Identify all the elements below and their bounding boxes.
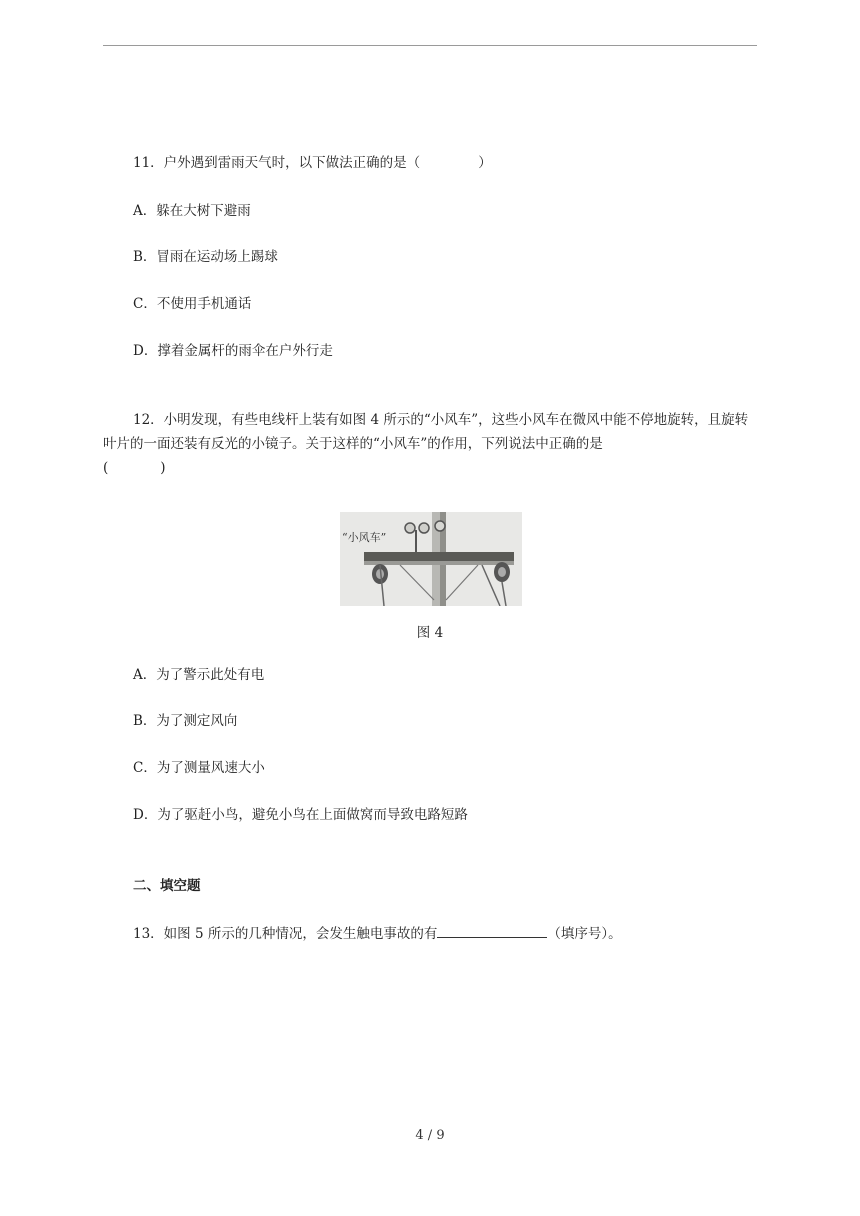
figure-4-image: [340, 512, 522, 606]
question-11-option-b: B．冒雨在运动场上踢球: [133, 249, 278, 265]
question-12-option-b: B．为了测定风向: [133, 713, 238, 729]
question-12-paren-open: (: [103, 460, 109, 476]
question-13-suffix: （填序号）。: [547, 926, 622, 942]
section-fill-in-title: 二、填空题: [133, 878, 201, 894]
question-11-paren-close: ）: [478, 155, 492, 171]
question-12-option-d: D．为了驱赶小鸟，避免小鸟在上面做窝而导致电路短路: [133, 807, 468, 823]
windmill-pole-illustration: [340, 512, 522, 606]
question-11-option-a: A．躲在大树下避雨: [133, 203, 251, 219]
question-11-option-d: D．撑着金属杆的雨伞在户外行走: [133, 343, 333, 359]
answer-blank: [437, 925, 547, 938]
question-12-stem: [103, 408, 758, 480]
question-11-option-c: C．不使用手机通话: [133, 296, 252, 312]
header-rule: [103, 45, 757, 46]
figure-4-label: “小风车”: [342, 531, 387, 544]
figure-4-caption: 图 4: [416, 625, 444, 641]
question-12-option-a: A．为了警示此处有电: [133, 667, 265, 683]
question-12-option-c: C．为了测量风速大小: [133, 760, 265, 776]
question-11-stem: [133, 154, 492, 172]
page-number: 4 / 9: [415, 1128, 445, 1143]
question-11-text: 11．户外遇到雷雨天气时，以下做法正确的是（: [133, 155, 421, 171]
question-12-paren-close: ): [160, 460, 166, 476]
question-13-stem: [133, 925, 622, 943]
question-12-text: 12．小明发现，有些电线杆上装有如图 4 所示的“小风车”，这些小风车在微风中能不停地旋转，且旋转叶片的一面还装有反光的小镜子。关于这样的“小风车”的作用，下列说法中正确的是: [103, 412, 749, 452]
question-13-text: 13．如图 5 所示的几种情况，会发生触电事故的有: [133, 926, 438, 942]
